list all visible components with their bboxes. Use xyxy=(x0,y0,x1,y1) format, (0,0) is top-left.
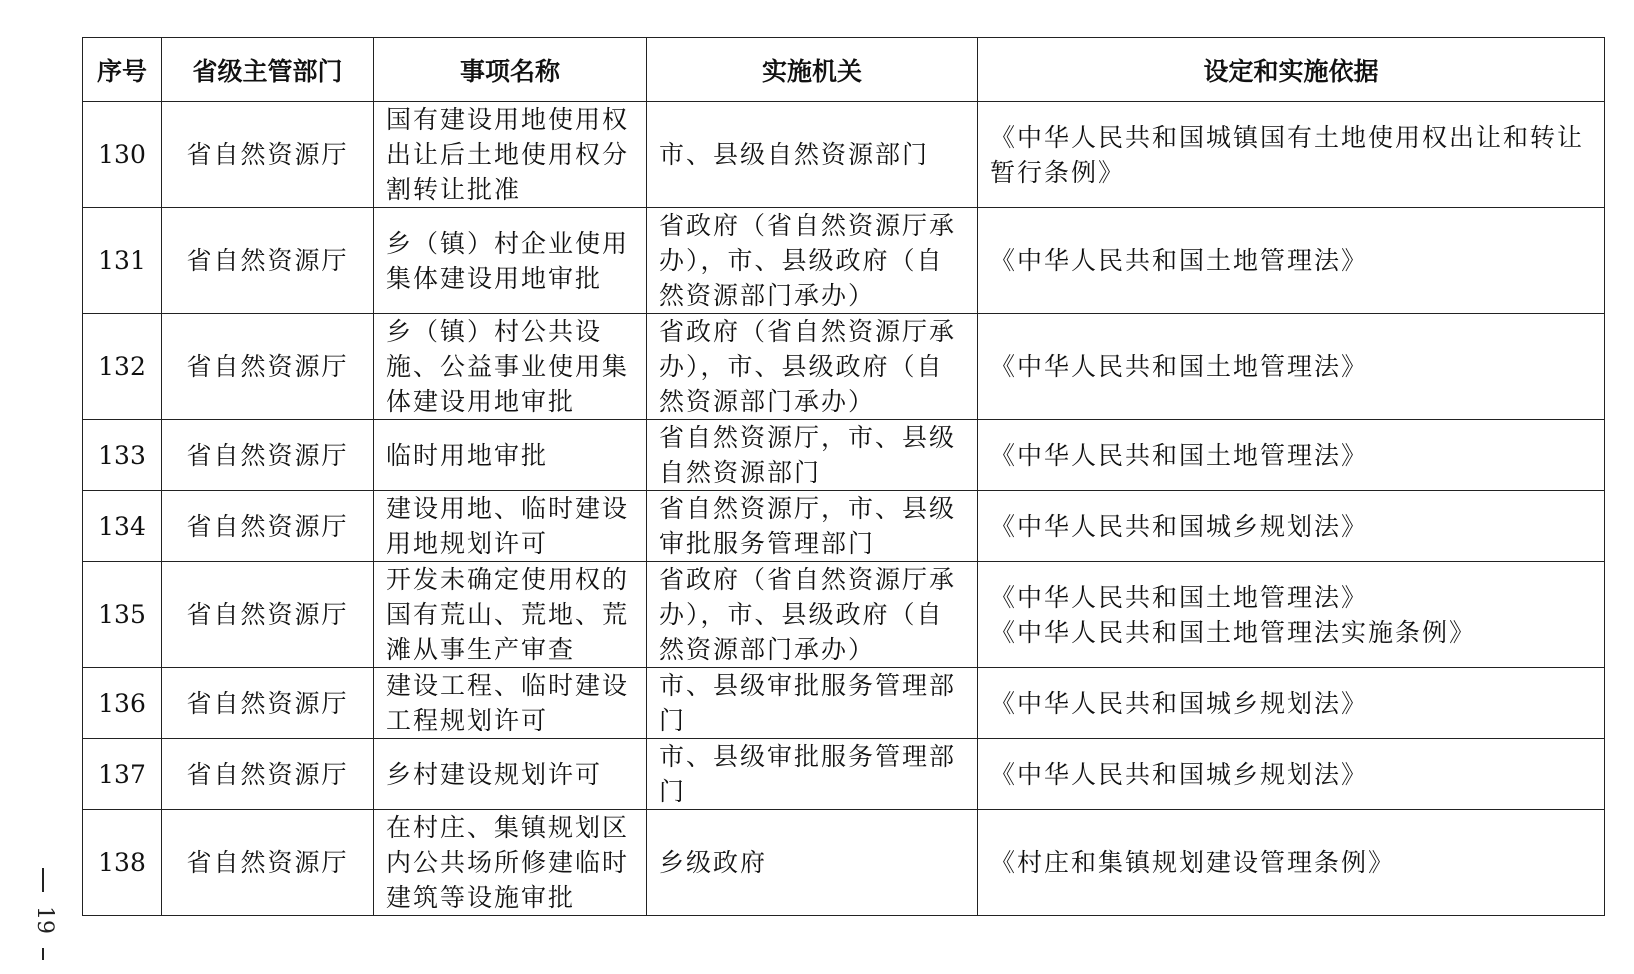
row-implementing-agency: 市、县级审批服务管理部门 xyxy=(647,668,978,739)
row-serial-number: 131 xyxy=(83,208,162,314)
table-row xyxy=(83,739,1605,810)
row-serial-number: 130 xyxy=(83,102,162,208)
header-serial-number: 序号 xyxy=(83,38,162,102)
row-item-name: 在村庄、集镇规划区内公共场所修建临时建筑等设施审批 xyxy=(374,810,647,916)
row-legal-basis xyxy=(978,420,1605,491)
row-serial-number: 138 xyxy=(83,810,162,916)
row-item-name: 国有建设用地使用权出让后土地使用权分割转让批准 xyxy=(374,102,647,208)
row-department: 省自然资源厅 xyxy=(162,668,374,739)
page-dash-top xyxy=(42,868,44,892)
legal-basis-line: 《中华人民共和国城镇国有土地使用权出让和转让暂行条例》 xyxy=(990,122,1585,187)
row-item-name: 乡村建设规划许可 xyxy=(374,739,647,810)
row-implementing-agency: 省自然资源厅，市、县级自然资源部门 xyxy=(647,420,978,491)
row-legal-basis xyxy=(978,208,1605,314)
row-department: 省自然资源厅 xyxy=(162,102,374,208)
row-legal-basis xyxy=(978,102,1605,208)
row-legal-basis xyxy=(978,739,1605,810)
row-item-name: 开发未确定使用权的国有荒山、荒地、荒滩从事生产审查 xyxy=(374,562,647,668)
legal-basis-line: 《村庄和集镇规划建设管理条例》 xyxy=(990,848,1396,877)
row-implementing-agency: 省政府（省自然资源厅承办），市、县级政府（自然资源部门承办） xyxy=(647,314,978,420)
row-item-name: 乡（镇）村公共设施、公益事业使用集体建设用地审批 xyxy=(374,314,647,420)
legal-basis-line: 《中华人民共和国城乡规划法》 xyxy=(990,511,1369,541)
row-department: 省自然资源厅 xyxy=(162,420,374,491)
row-serial-number: 133 xyxy=(83,420,162,491)
row-serial-number: 137 xyxy=(83,739,162,810)
header-provincial-department: 省级主管部门 xyxy=(162,38,374,102)
legal-basis-line: 《中华人民共和国城乡规划法》 xyxy=(990,688,1369,718)
row-serial-number: 132 xyxy=(83,314,162,420)
page-number-marker xyxy=(30,868,58,960)
row-serial-number: 134 xyxy=(83,491,162,562)
row-serial-number: 136 xyxy=(83,668,162,739)
header-item-name: 事项名称 xyxy=(374,38,647,102)
header-implementing-agency: 实施机关 xyxy=(647,38,978,102)
legal-basis-line: 《中华人民共和国土地管理法》 xyxy=(990,352,1369,381)
row-department: 省自然资源厅 xyxy=(162,562,374,668)
table-row xyxy=(83,314,1605,420)
row-department: 省自然资源厅 xyxy=(162,491,374,562)
table-row xyxy=(83,491,1605,562)
row-implementing-agency: 省政府（省自然资源厅承办），市、县级政府（自然资源部门承办） xyxy=(647,208,978,314)
row-department: 省自然资源厅 xyxy=(162,739,374,810)
row-legal-basis xyxy=(978,314,1605,420)
row-item-name: 乡（镇）村企业使用集体建设用地审批 xyxy=(374,208,647,314)
table-row xyxy=(83,562,1605,668)
row-implementing-agency: 市、县级审批服务管理部门 xyxy=(647,739,978,810)
row-legal-basis xyxy=(978,562,1605,668)
row-legal-basis xyxy=(978,491,1605,562)
legal-basis-line: 《中华人民共和国土地管理法》 xyxy=(990,582,1369,612)
page-number: 19 xyxy=(32,906,57,934)
legal-basis-line: 《中华人民共和国土地管理法》 xyxy=(990,246,1369,275)
row-department: 省自然资源厅 xyxy=(162,314,374,420)
row-implementing-agency: 省自然资源厅，市、县级审批服务管理部门 xyxy=(647,491,978,562)
row-department: 省自然资源厅 xyxy=(162,208,374,314)
table-row xyxy=(83,810,1605,916)
table-header-row xyxy=(83,38,1605,102)
row-item-name: 建设用地、临时建设用地规划许可 xyxy=(374,491,647,562)
legal-basis-line: 《中华人民共和国土地管理法》 xyxy=(990,440,1369,470)
row-legal-basis xyxy=(978,810,1605,916)
row-implementing-agency: 乡级政府 xyxy=(647,810,978,916)
row-serial-number: 135 xyxy=(83,562,162,668)
page-dash-bottom xyxy=(42,948,44,960)
row-implementing-agency: 省政府（省自然资源厅承办），市、县级政府（自然资源部门承办） xyxy=(647,562,978,668)
table-row xyxy=(83,208,1605,314)
header-legal-basis: 设定和实施依据 xyxy=(978,38,1605,102)
row-item-name: 临时用地审批 xyxy=(374,420,647,491)
row-implementing-agency: 市、县级自然资源部门 xyxy=(647,102,978,208)
approval-items-table xyxy=(82,37,1605,916)
row-legal-basis xyxy=(978,668,1605,739)
row-department: 省自然资源厅 xyxy=(162,810,374,916)
table-row xyxy=(83,102,1605,208)
legal-basis-line: 《中华人民共和国土地管理法实施条例》 xyxy=(990,617,1477,647)
table-row xyxy=(83,668,1605,739)
table-row xyxy=(83,420,1605,491)
legal-basis-line: 《中华人民共和国城乡规划法》 xyxy=(990,759,1369,789)
row-item-name: 建设工程、临时建设工程规划许可 xyxy=(374,668,647,739)
